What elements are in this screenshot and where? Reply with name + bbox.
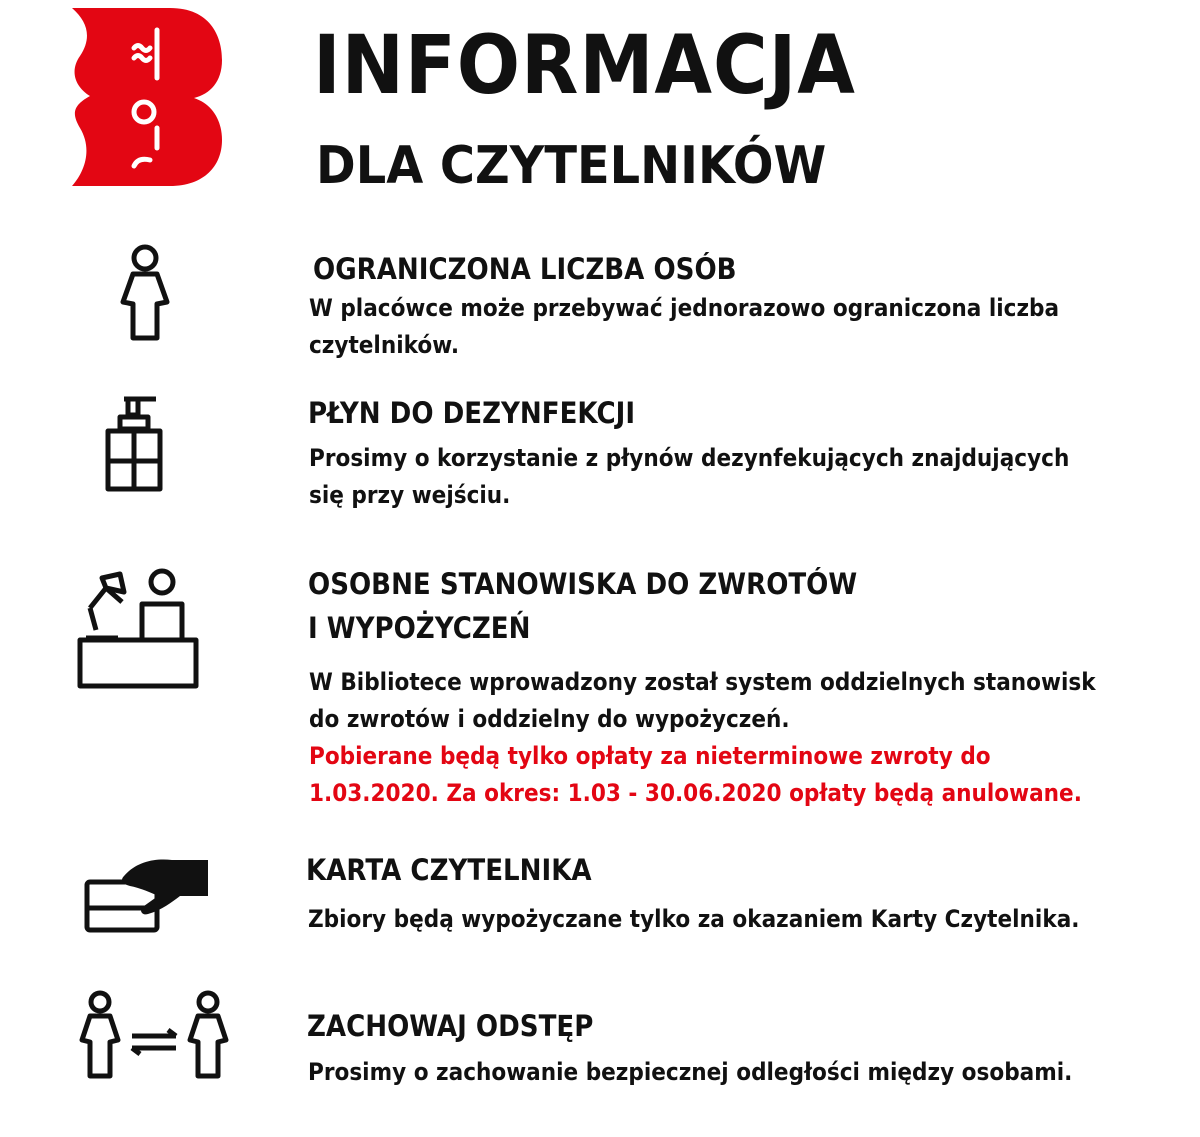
fee-notice-line: Pobierane będą tylko opłaty za nieterminowe zwroty do [309, 742, 991, 770]
page-title: INFORMACJA [313, 19, 856, 113]
body-line: Prosimy o korzystanie z płynów dezynfekujących znajdujących [309, 444, 1070, 472]
body-line: W Bibliotece wprowadzony został system oddzielnych stanowisk [309, 668, 1096, 696]
section-heading: ZACHOWAJ ODSTĘP [307, 1009, 594, 1043]
librarian-desk-icon [76, 566, 200, 690]
body-line: do zwrotów i oddzielny do wypożyczeń. [309, 705, 790, 733]
distance-people-icon [78, 990, 232, 1082]
library-logo [72, 8, 222, 186]
card-hand-icon [84, 856, 208, 934]
body-line: czytelników. [309, 331, 460, 359]
section-heading: KARTA CZYTELNIKA [306, 853, 592, 887]
body-line: Prosimy o zachowanie bezpiecznej odległości między osobami. [308, 1058, 1073, 1086]
section-body [308, 1054, 1172, 1091]
fee-notice-line: 1.03.2020. Za okres: 1.03 - 30.06.2020 opłaty będą anulowane. [309, 779, 1082, 807]
body-line: Zbiory będą wypożyczane tylko za okazaniem Karty Czytelnika. [308, 905, 1080, 933]
section-body [309, 290, 1173, 364]
heading-line: OSOBNE STANOWISKA DO ZWROTÓW [308, 567, 858, 601]
section-heading: OGRANICZONA LICZBA OSÓB [313, 252, 737, 286]
section-body [309, 440, 1173, 514]
section-heading [308, 566, 857, 647]
body-line: W placówce może przebywać jednorazowo ograniczona liczba [309, 294, 1060, 322]
heading-line: I WYPOŻYCZEŃ [308, 610, 531, 645]
section-body [308, 901, 1172, 938]
page-subtitle: DLA CZYTELNIKÓW [316, 136, 827, 196]
body-line: się przy wejściu. [309, 481, 511, 509]
person-icon [115, 244, 175, 344]
section-heading: PŁYN DO DEZYNFEKCJI [308, 396, 636, 430]
sanitizer-bottle-icon [104, 395, 166, 495]
section-body [309, 664, 1173, 812]
